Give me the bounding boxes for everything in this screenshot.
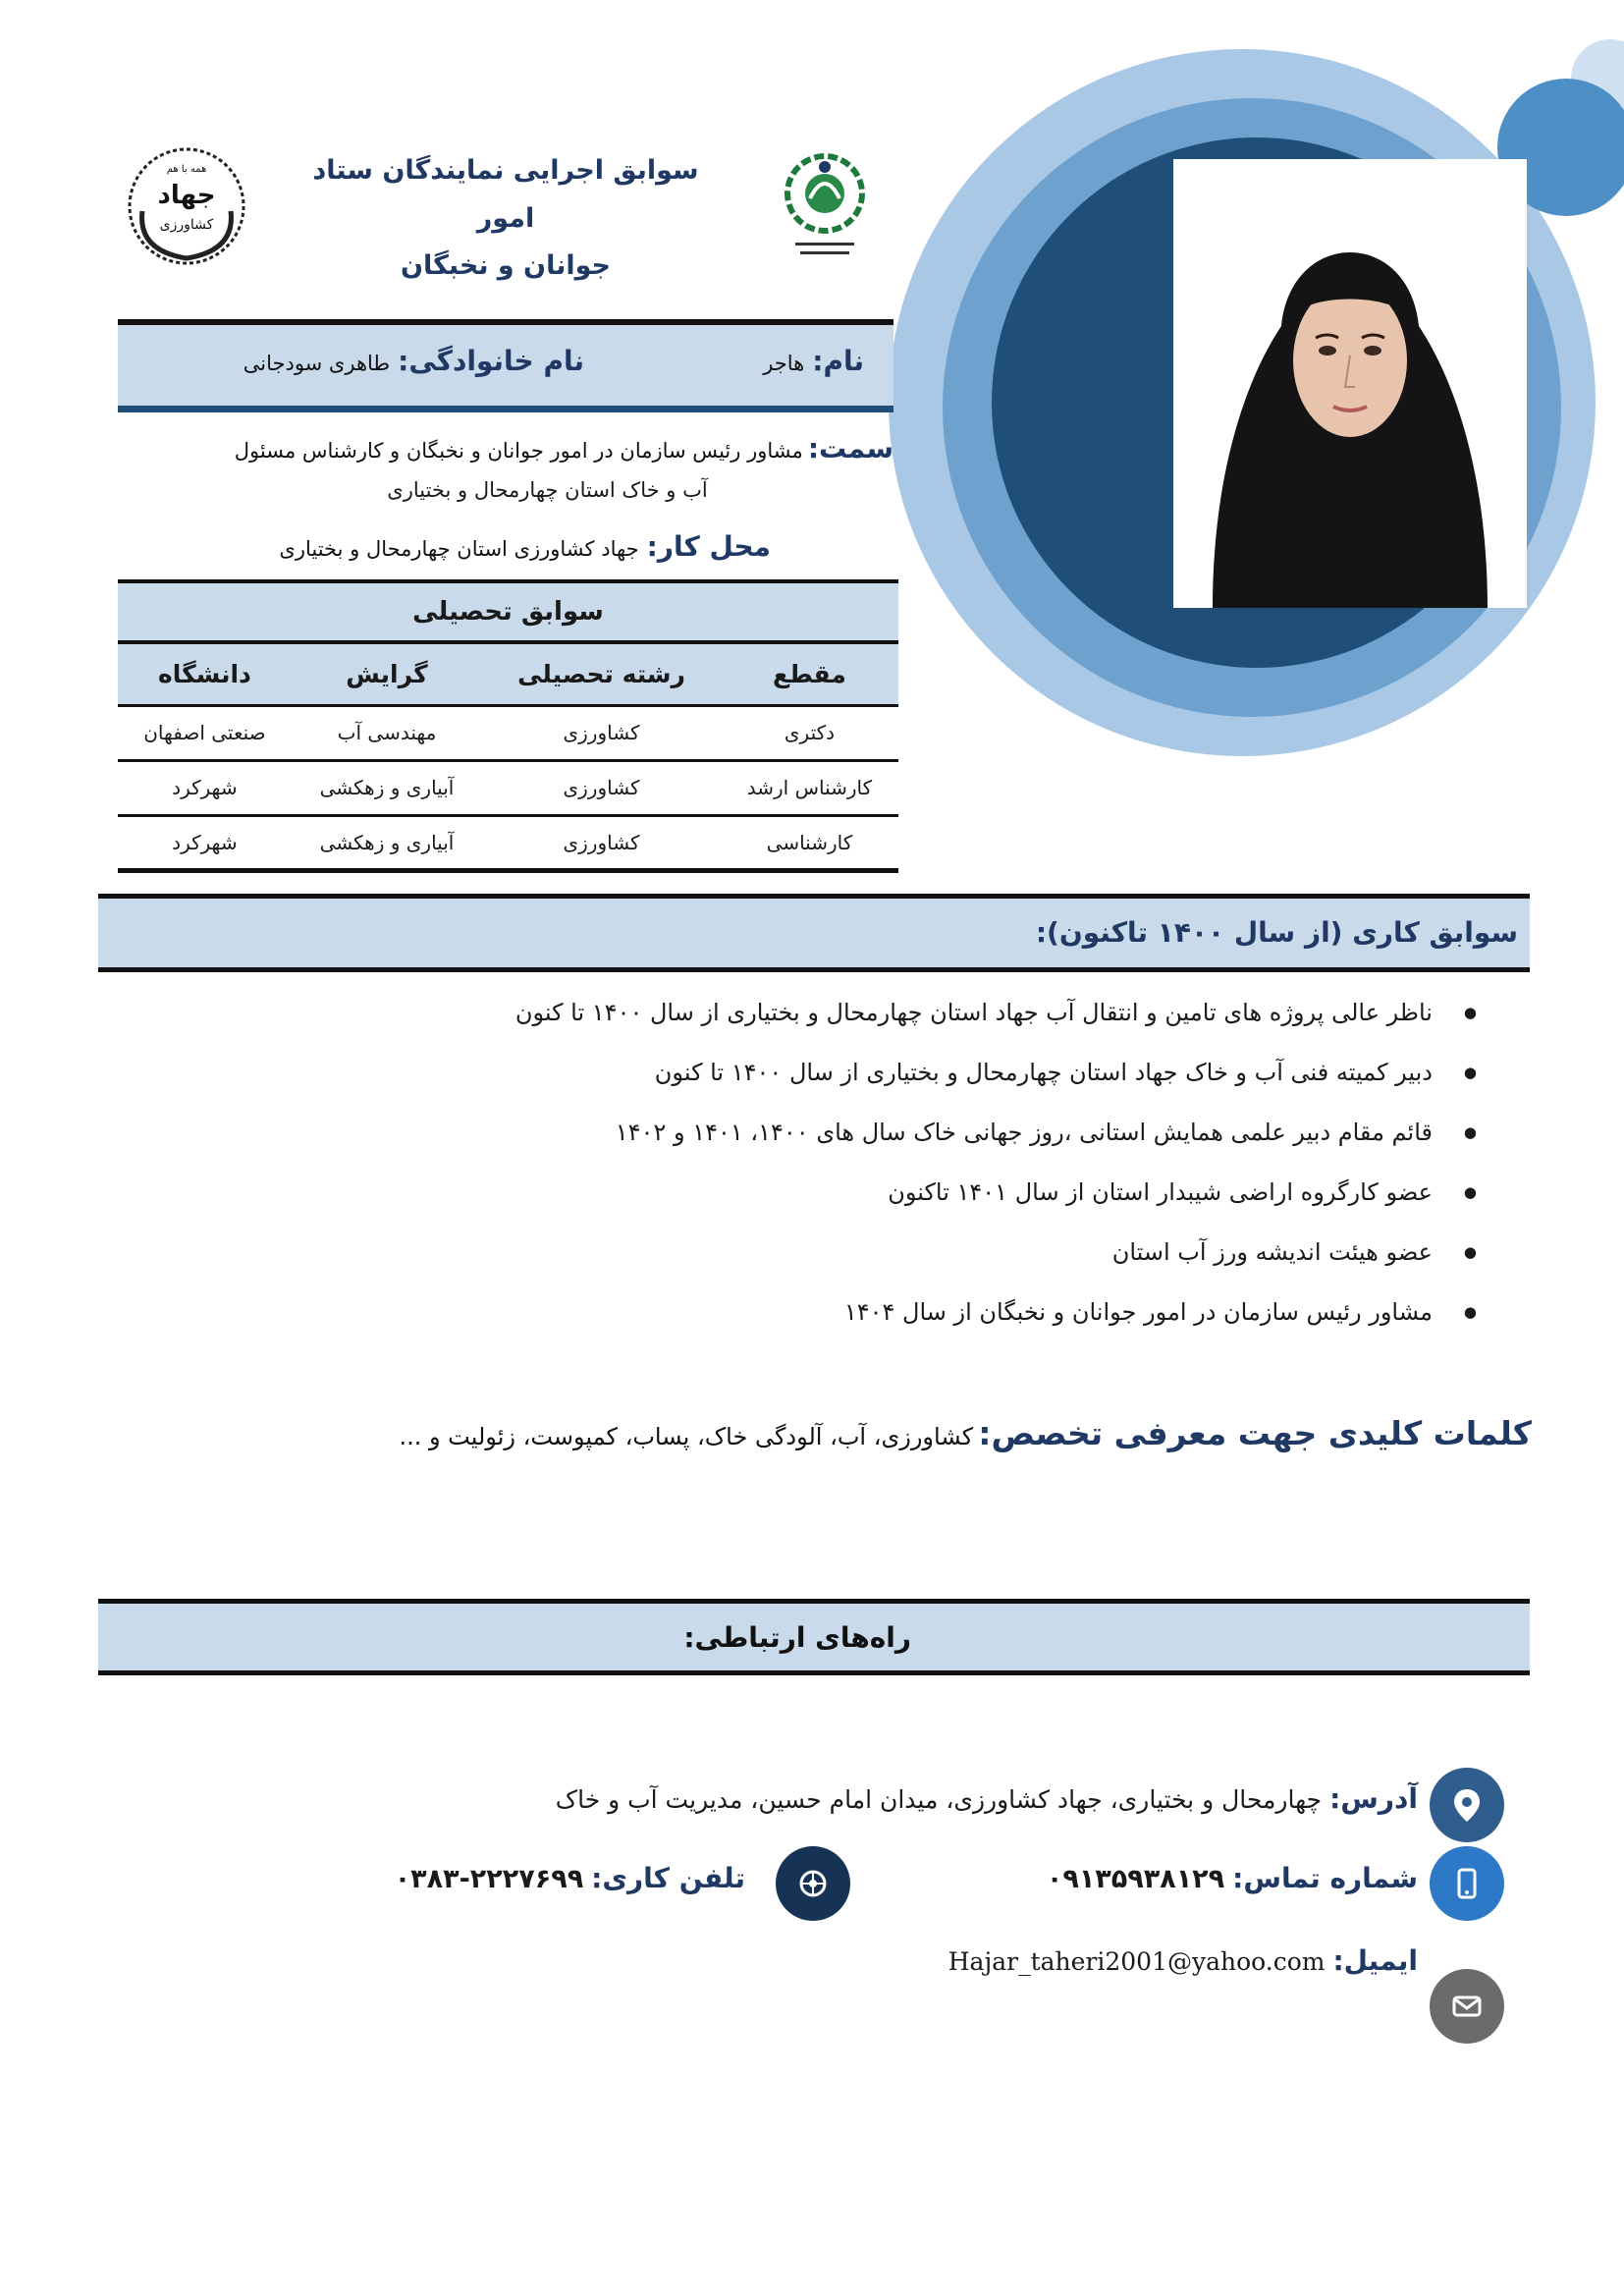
last-name-value: طاهری سودجانی [243, 352, 391, 375]
header-title-line2: جوانان و نخبگان [400, 250, 612, 282]
work-section-title: سوابق کاری (از سال ۱۴۰۰ تاکنون): [1035, 916, 1518, 949]
first-name-row [763, 345, 864, 377]
portrait-illustration [1173, 159, 1527, 608]
svg-text:همه با هم: همه با هم [166, 164, 207, 175]
col-major: گرایش [292, 644, 482, 705]
email-label: ایمیل: [1332, 1944, 1418, 1977]
first-name-value: هاجر [763, 352, 805, 375]
cell-university: شهرکرد [118, 815, 292, 870]
table-row [118, 815, 898, 870]
col-degree: مقطع [721, 644, 898, 705]
list-item: ● عضو هیئت اندیشه ورز آب استان [249, 1227, 1477, 1286]
cell-major: آبیاری و زهکشی [292, 815, 482, 870]
cell-degree: کارشناس ارشد [721, 760, 898, 815]
svg-text:جهاد: جهاد [157, 181, 216, 210]
jahad-keshavarzi-logo [123, 142, 250, 270]
table-row [118, 760, 898, 815]
address-label: آدرس: [1329, 1782, 1418, 1815]
svg-text:کشاورزی: کشاورزی [159, 217, 214, 233]
keywords-label: کلمات کلیدی جهت معرفی تخصص: [978, 1414, 1532, 1452]
mobile-value[interactable]: ۰۹۱۳۵۹۳۸۱۲۹ [1046, 1864, 1225, 1894]
last-name-label: نام خانوادگی: [398, 345, 584, 377]
mobile-row [1047, 1862, 1418, 1894]
header-title-line1: سوابق اجرایی نمایندگان ستاد امور [312, 155, 699, 234]
keywords-row [393, 1414, 1532, 1452]
mail-icon [1430, 1969, 1504, 2044]
cell-degree: دکتری [721, 705, 898, 760]
phone-icon [1430, 1846, 1504, 1921]
contact-section-title: راه‌های ارتباطی: [683, 1621, 911, 1654]
contact-section-bar [98, 1599, 1530, 1675]
col-field: رشته تحصیلی [482, 644, 721, 705]
profile-photo [1173, 159, 1527, 608]
list-item: ● قائم مقام دبیر علمی همایش استانی ،روز جهانی خاک سال های ۱۴۰۰، ۱۴۰۱ و ۱۴۰۲ [249, 1107, 1477, 1167]
education-header-row [118, 644, 898, 705]
work-section-bar [98, 894, 1530, 972]
cell-major: آبیاری و زهکشی [292, 760, 482, 815]
keywords-value: کشاورزی، آب، آلودگی خاک، پساب، کمپوست، زئولیت و ... [399, 1423, 974, 1450]
position-block [123, 424, 893, 509]
location-pin-icon [1430, 1768, 1504, 1842]
name-box [118, 319, 893, 412]
cell-field: کشاورزی [482, 760, 721, 815]
cell-field: کشاورزی [482, 815, 721, 870]
cell-university: شهرکرد [118, 760, 292, 815]
cell-university: صنعتی اصفهان [118, 705, 292, 760]
office-phone-value[interactable]: ۰۳۸۳-۲۲۲۷۶۹۹ [394, 1864, 584, 1894]
email-row [948, 1944, 1418, 1977]
telephone-dial-icon [776, 1846, 850, 1921]
office-phone-row [395, 1862, 745, 1894]
list-item: ● عضو کارگروه اراضی شیبدار استان از سال ۱۴۰۱ تاکنون [249, 1167, 1477, 1227]
workplace-label: محل کار: [646, 530, 771, 563]
header-title [295, 147, 717, 291]
cell-field: کشاورزی [482, 705, 721, 760]
col-university: دانشگاه [118, 644, 292, 705]
list-item: ● دبیر کمیته فنی آب و خاک جهاد استان چهارمحال و بختیاری از سال ۱۴۰۰ تا کنون [249, 1047, 1477, 1107]
education-table [118, 644, 898, 873]
position-label: سمت: [807, 432, 893, 465]
email-value[interactable]: Hajar_taheri2001@yahoo.com [947, 1947, 1326, 1976]
workplace-value: جهاد کشاورزی استان چهارمحال و بختیاری [279, 537, 639, 561]
office-phone-label: تلفن کاری: [591, 1862, 745, 1894]
address-row [556, 1782, 1418, 1815]
address-value: چهارمحال و بختیاری، جهاد کشاورزی، میدان امام حسین، مدیریت آب و خاک [555, 1785, 1323, 1814]
mobile-label: شماره تماس: [1232, 1862, 1418, 1894]
cell-major: مهندسی آب [292, 705, 482, 760]
position-line2: آب و خاک استان چهارمحال و بختیاری [387, 478, 708, 502]
youth-elite-ministry-logo [771, 149, 879, 267]
workplace-row [123, 530, 771, 563]
education-title: سوابق تحصیلی [118, 579, 898, 644]
cell-degree: کارشناسی [721, 815, 898, 870]
table-row [118, 705, 898, 760]
last-name-row [244, 345, 584, 377]
first-name-label: نام: [812, 345, 864, 377]
work-list [249, 987, 1477, 1346]
position-line1: مشاور رئیس سازمان در امور جوانان و نخبگان و کارشناس مسئول [234, 439, 803, 463]
list-item: ● ناظر عالی پروژه های تامین و انتقال آب جهاد استان چهارمحال و بختیاری از سال ۱۴۰۰ تا کنون [249, 987, 1477, 1047]
list-item: ● مشاور رئیس سازمان در امور جوانان و نخبگان از سال ۱۴۰۴ [249, 1286, 1477, 1346]
